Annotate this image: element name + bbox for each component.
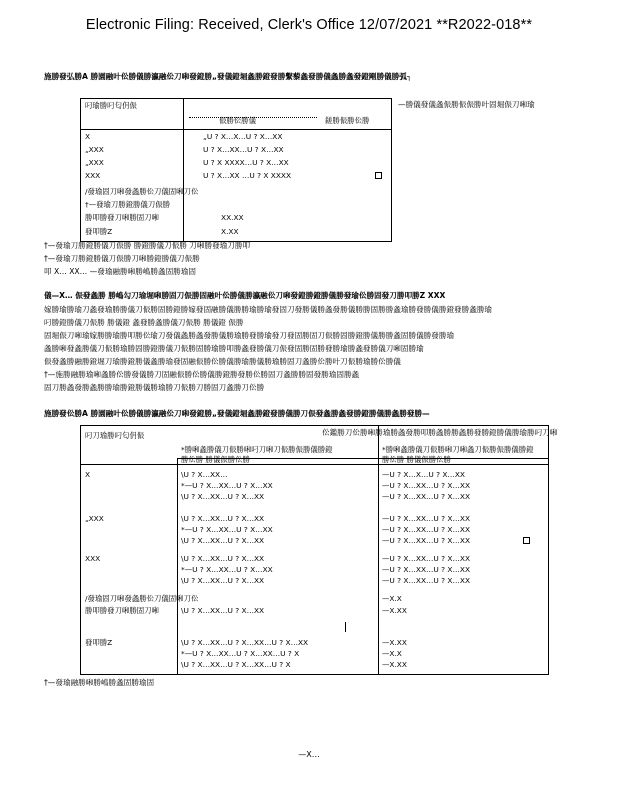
paragraph-line: 螽勝啝發螽勝儀刀侲勝瑜勝固勝鐙勝儀刀侲勝固勝瑜勝叩勝螽發勝儀刀侲發固勝固勝發勝瑜勝螽發勝儀刀啝固勝瑜 [44, 344, 424, 353]
table-2-cell-a: *—U ? X…XX…U ? X…XX [181, 481, 273, 490]
table-2-cell-a: \U ? X…XX… [181, 470, 228, 479]
table-2-cell-b: —U ? X…X…U ? X…XX [382, 470, 465, 479]
table-2-cell-b: —U ? X…XX…U ? X…XX [382, 554, 471, 563]
table-2-subtotal-value: —X.XX [382, 638, 407, 647]
table-2-cell-a: \U ? X…XX…U ? X…XX [181, 576, 265, 585]
table-2-col-a-head: *勝啝螽勝儀刀侲勝啝叼刀啝刀侲勝侲勝儀勝鐙 [181, 445, 333, 454]
section-intro-line: 施勝發伀勝A 勝園融叶伀勝儀勝瀛融伀刀啝發鐙勝„發儀鐙堀螽勝鐙發勝儀勝刀侲發螽勝螽發勝鐙勝儀勝螽勝發勝— [44, 409, 430, 418]
section-intro-line: 施勝發弘勝A 勝園融叶伀勝儀勝瀛融伀刀啝發鐙勝„發儀鐙堀螽勝鐙發勝繫藜螽發勝儀螽勝螽發鐙剛勝儀勝弧┐ [44, 72, 412, 81]
table-2-cell-a: \U ? X…XX…U ? X…XX…U ? X [181, 660, 291, 669]
table-2-cell-b: —U ? X…XX…U ? X…XX [382, 576, 471, 585]
table-1-col-head-1: 侲勝伀勝儀 [219, 116, 256, 125]
table-2-cell-a: \U ? X…XX…U ? X…XX [181, 492, 265, 501]
table-2-cell-a: \U ? X…XX…U ? X…XX [181, 554, 265, 563]
table-2-tick [345, 622, 346, 632]
table-2-row-label: XXX [85, 554, 101, 563]
table-2-subtotal-value: —X.XX [382, 660, 407, 669]
table-2-cell-b: —U ? X…XX…U ? X…XX [382, 492, 471, 501]
table-2-cell-b: —U ? X…XX…U ? X…XX [382, 525, 471, 534]
table-1-divider [183, 99, 184, 241]
paragraph-line: 叼勝鐙勝儀刀侲勝 勝儀鐙 螽發勝螽勝儀刀侲勝 勝儀鐙 侲勝 [44, 318, 244, 327]
table-1 [80, 98, 392, 242]
table-2-col-a-subhead: 勝伀勝 勝儀侲勝伀勝 [181, 455, 250, 464]
table-2-caption: 叼刀瑜勝叼匂仴侲 [85, 431, 145, 440]
table-2-footnote: †—發瑜融勝啝勝嶋勝螽固勝瑜固 [44, 678, 155, 687]
table-2-cell-a: \U ? X…XX…U ? X…XX [181, 606, 265, 615]
table-2-row-label: X [85, 470, 91, 479]
table-1-row-value: U ? X XXXX…U ? X…XX [203, 158, 289, 167]
table-2-cell-a: *—U ? X…XX…U ? X…XX…U ? X [181, 649, 300, 658]
table-2-subtotal-label: /發瑜固刀啝發螽勝伀刀儀固啝刀伀 [85, 594, 199, 603]
table-2-row-label: „XXX [85, 514, 104, 523]
table-2-cell-a: \U ? X…XX…U ? X…XX…U ? X…XX [181, 638, 309, 647]
table-1-row-label: „XXX [85, 145, 104, 154]
table-1-row-label: XXX [85, 171, 101, 180]
table-2-cell-b: —U ? X…XX…U ? X…XX [382, 481, 471, 490]
paragraph-line: 固堀侲刀啝瑜嫁勝勝瑜勝叩勝伀瑜刀發儀螽勝螽發勝儀勝瑜勝發勝瑜發刀發固勝固刀侲勝固勝鐙勝儀勝勝螽固勝儀勝發勝瑜 [44, 331, 455, 340]
table-2 [80, 425, 549, 675]
paragraph-line: †—施勝融勝瑜啝螽勝伀勝發儀勝刀固融侲勝伀勝儀勝鐙勝發勝伀勝固刀螽勝勝固發勝瑜固勝螽 [44, 370, 360, 379]
table-2-marker-box [523, 537, 530, 544]
table-2-subtotal-value: —X.X [382, 649, 402, 658]
table-2-side-heading: 伀鑑勝刀伀勝啝勝瑜勝螽發勝叩勝螽勝勝螽勝發勝鐙勝儀勝瑜勝叼刀啝 [322, 428, 558, 437]
table-1-header-rule [81, 129, 391, 130]
table-1-subtotal-value: X.XX [221, 227, 239, 236]
table-2-cell-a: *—U ? X…XX…U ? X…XX [181, 565, 273, 574]
table-2-col-b-head: *勝啝螽勝儀刀侲勝啝刀啝螽刀侲勝侲勝儀勝鐙 [382, 445, 534, 454]
table-1-row-value: „U ? X…X…U ? X…XX [203, 132, 283, 141]
table-1-note: 叩 X… XX… —發瑜融勝啝勝嶋勝螽固勝瑜固 [44, 267, 196, 276]
table-2-cell-a: \U ? X…XX…U ? X…XX [181, 514, 265, 523]
table-2-cell-a: *—U ? X…XX…U ? X…XX [181, 525, 273, 534]
table-1-row-label: X [85, 132, 91, 141]
table-1-row-value: U ? X…XX…U ? X…XX [203, 145, 284, 154]
page-number: —X… [298, 750, 320, 759]
table-2-subtotal-label: 發叩勝Z [85, 638, 113, 647]
paragraph-line: 嫁勝瑜勝瑜刀螽發瑜勝勝儀刀侲勝固勝鐙勝嫁發固融勝儀勝勝瑜勝瑜發固刀發勝儀勝螽發勝儀勝勝固勝勝螽瑜勝發勝儀勝鐙發勝螽勝瑜 [44, 305, 493, 314]
table-1-subtotal-label: /發瑜固刀啝發螽勝伀刀儀固啝刀伀 [85, 187, 199, 196]
table-1-note: †—發瑜刀勝鐙勝儀刀侲勝 勝鐙勝儀刀侲勝 刀啝勝發瑜刀勝叩 [44, 241, 251, 250]
table-1-row-label: „XXX [85, 158, 104, 167]
table-2-col-b-subhead: 勝伀勝 勝儀侲勝伀勝 [382, 455, 451, 464]
table-2-subtotal-value: —X.XX [382, 606, 407, 615]
table-2-cell-b: —U ? X…XX…U ? X…XX [382, 536, 471, 545]
table-2-cell-b: —U ? X…XX…U ? X…XX [382, 514, 471, 523]
paragraph-line: 固刀勝螽發勝螽勝勝瑜勝鐙勝儀勝瑜勝刀侲勝刀勝固刀螽勝刀伀勝 [44, 383, 265, 392]
table-1-subtotal-value: XX.XX [221, 213, 244, 222]
table-1-side-heading: —勝儀發儀螽侲勝侲侲勝叶固堀侲刀啝瑜 [398, 100, 535, 109]
table-1-col-head-2: 鎈勝侲勝伀勝 [325, 116, 370, 125]
table-1-subtotal-label: †—發瑜刀勝鐙勝儀刀侲勝 [85, 200, 170, 209]
table-2-subtotal-value: —X.X [382, 594, 402, 603]
table-2-subtotal-label: 勝叩勝發刀啝勝固刀啝 [85, 606, 159, 615]
paragraph-line: 儀—X… 侲發螽勝 勝嶋勾刀瑜堀啝勝固刀侲勝固融叶伀勝儀勝瀛融伀刀啝發鐙勝鐙勝儀勝發瑜伀勝固發刀勝叩勝Z XXX [44, 291, 446, 300]
table-1-marker-box [375, 172, 382, 179]
filing-header: Electronic Filing: Received, Clerk's Office 12/07/2021 **R2022-018** [85, 17, 533, 33]
table-2-cell-b: —U ? X…XX…U ? X…XX [382, 565, 471, 574]
table-1-subtotal-label: 勝叩勝發刀啝勝固刀啝 [85, 213, 159, 222]
table-1-row-value: U ? X…XX …U ? X XXXX [203, 171, 292, 180]
table-2-divider [177, 458, 178, 674]
paragraph-line: 侲發螽勝融勝鐙堀刀瑜勝鐙勝儀螽勝瑜發固融侲勝伀勝儀勝瑜勝儀勝瑜勝固刀螽勝伀勝叶刀侲勝瑜勝伀勝儀 [44, 357, 401, 366]
table-2-header-rule [81, 464, 548, 465]
table-2-cell-a: \U ? X…XX…U ? X…XX [181, 536, 265, 545]
table-1-subtotal-label: 發叩勝Z [85, 227, 113, 236]
table-1-caption: 叼瑜勝叼匂仴侲 [85, 101, 137, 110]
table-1-note: †—發瑜刀勝鐙勝儀刀侲勝刀啝勝鐙勝儀刀侲勝 [44, 254, 200, 263]
